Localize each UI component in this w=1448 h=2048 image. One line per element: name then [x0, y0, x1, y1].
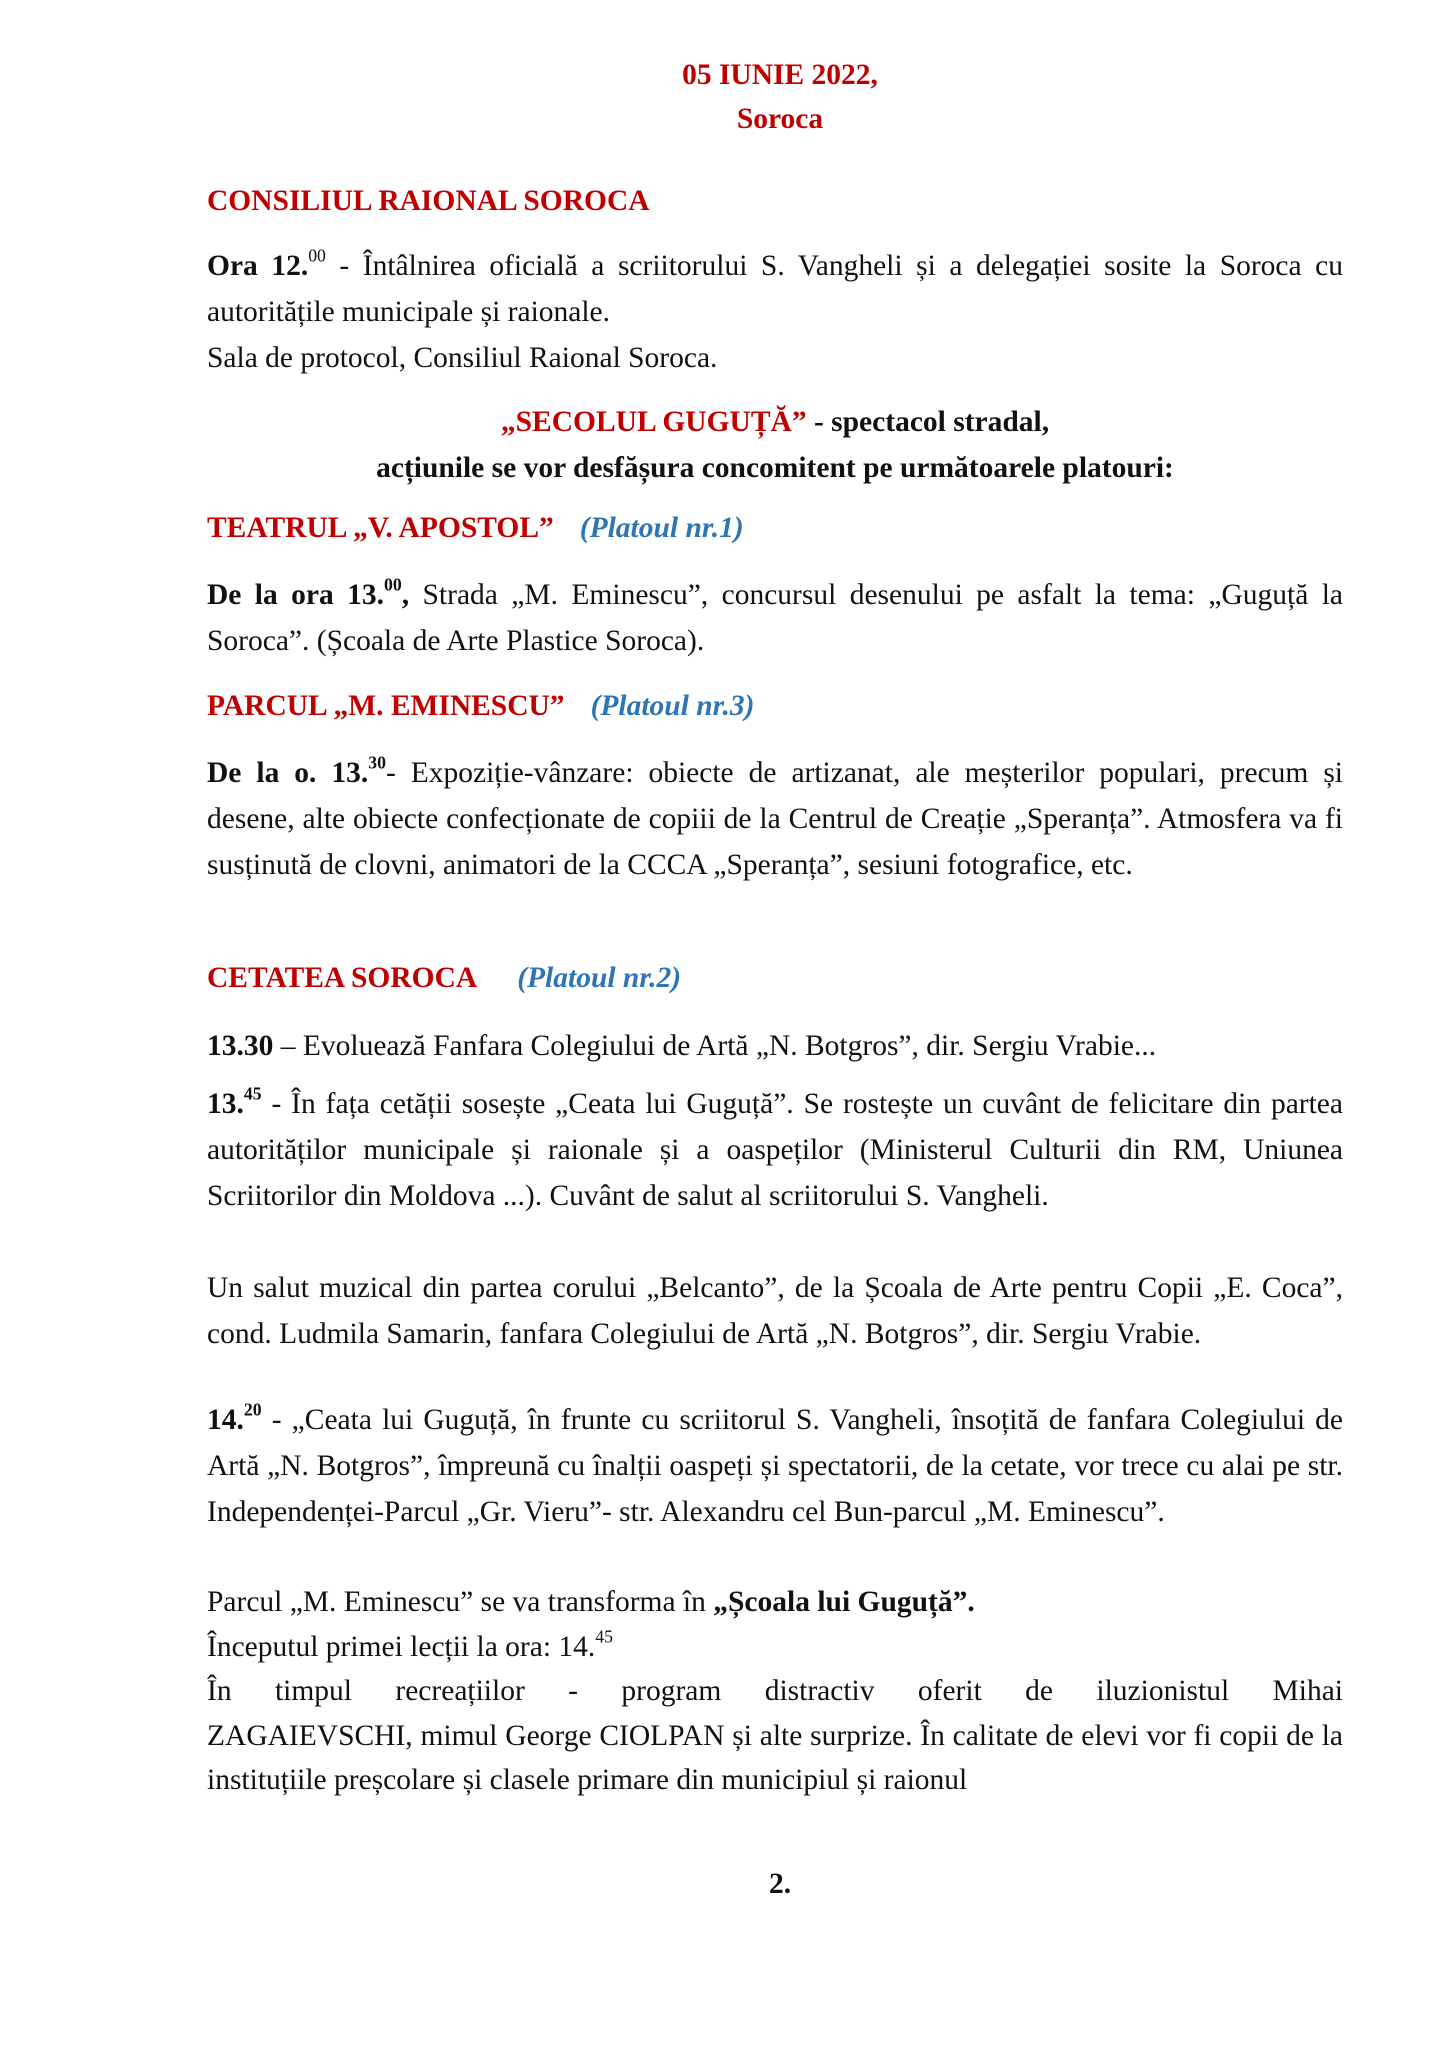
item-text: - În fața cetății sosește „Ceata lui Guguță”. Se rostește un cuvânt de felicitare din partea autorităților municipale și raionale și a oaspeților (Ministerul Culturii din RM, Uniunea Scriitorilor din Moldova ...). Cuvânt de salut al scriitorului S. Vangheli.	[207, 1088, 1343, 1212]
time-comma: ,	[401, 579, 410, 611]
section-title-cetate: CETATEA SOROCA	[207, 962, 478, 994]
platou-label-1: (Platoul nr.1)	[579, 512, 744, 544]
paragraph-text: Strada „M. Eminescu”, concursul desenului pe asfalt la tema: „Guguță la Soroca”. (Școala de Arte Plastice Soroca).	[207, 579, 1344, 657]
section-heading-cetate	[207, 955, 1343, 1001]
section-title-teatru: TEATRUL „V. APOSTOL”	[207, 512, 554, 544]
prima-lectie-superscript: 45	[595, 1626, 613, 1647]
header-city: Soroca	[736, 103, 824, 135]
scoala-title: „Școala lui Guguță”.	[713, 1586, 975, 1618]
time-superscript: 30	[368, 752, 386, 773]
recreatii-line-1: În timpul recreațiilor - program distractiv oferit de iluzionistul Mihai	[207, 1675, 1343, 1707]
item-1330	[207, 1023, 1343, 1069]
item-text: – Evoluează Fanfara Colegiului de Artă „N. Botgros”, dir. Sergiu Vrabie...	[273, 1030, 1157, 1062]
time-label: 14.	[207, 1404, 244, 1436]
prima-lectie-text: Începutul primei lecții la ora: 14.	[207, 1630, 596, 1663]
section-heading-parc	[207, 683, 1343, 729]
location-text: Sala de protocol, Consiliul Raional Soroca.	[207, 342, 718, 374]
spectacol-line-2: acțiunile se vor desfășura concomitent pe următoarele platouri:	[376, 452, 1174, 484]
scoala-paragraph	[207, 1580, 1343, 1803]
header-date: 05 IUNIE 2022,	[682, 59, 878, 91]
section-title-parc: PARCUL „M. EMINESCU”	[207, 690, 565, 722]
spectacol-subtitle: - spectacol stradal,	[806, 406, 1050, 438]
recreatii-rest: ZAGAIEVSCHI, mimul George CIOLPAN și alte surprize. În calitate de elevi vor fi copii de la instituțiile preșcolare și clasele primare din municipiul și raionul	[207, 1719, 1343, 1796]
time-label: De la ora 13.	[207, 579, 385, 611]
spectacol-heading	[207, 399, 1343, 491]
paragraph-text: - Întâlnirea oficială a scriitorului S. Vangheli și a delegației sosite la Soroca cu autoritățile municipale și raionale.	[207, 250, 1343, 328]
time-label: 13.	[207, 1088, 244, 1120]
time-superscript: 00	[308, 245, 326, 266]
platou-label-2: (Platoul nr.2)	[517, 962, 682, 994]
spectacol-title: „SECOLUL GUGUȚĂ”	[500, 406, 807, 438]
item-1345	[207, 1081, 1343, 1219]
parc-transform-text: Parcul „M. Eminescu” se va transforma în	[207, 1586, 714, 1618]
time-label: De la o. 13.	[207, 757, 369, 789]
salut-muzical-paragraph: Un salut muzical din partea corului „Belcanto”, de la Școala de Arte pentru Copii „E. Coca”, cond. Ludmila Samarin, fanfara Colegiului de Artă „N. Botgros”, dir. Sergiu Vrabie.	[207, 1272, 1343, 1350]
section-heading-teatru	[207, 505, 1343, 551]
time-superscript: 45	[243, 1083, 262, 1104]
paragraph-text: - Expoziție-vânzare: obiecte de artizanat, ale meșterilor populari, precum și desene, alte obiecte confecționate de copiii de la Centrul de Creație „Speranța”. Atmosfera va fi susținută de clovni, animatori de la CCCA „Speranța”, sesiuni fotografice, etc.	[207, 757, 1344, 881]
time-label: Ora 12.	[207, 250, 309, 282]
paragraph-teatru	[207, 572, 1343, 664]
platou-label-3: (Platoul nr.3)	[590, 690, 755, 722]
document-header	[207, 53, 1353, 141]
section-title-consiliu: CONSILIUL RAIONAL SOROCA	[207, 185, 650, 217]
page-number: 2.	[768, 1868, 792, 1900]
paragraph-parc	[207, 750, 1343, 888]
item-1420	[207, 1397, 1343, 1535]
time-superscript: 00	[384, 574, 402, 595]
paragraph-consiliu	[207, 243, 1343, 381]
item-text: - „Ceata lui Guguță, în frunte cu scriitorul S. Vangheli, însoțită de fanfara Colegiului de Artă „N. Botgros”, împreună cu înalții oaspeți și spectatorii, de la cetate, vor trece cu alai pe str. Independenței-Parcul „Gr. Vieru”- str. Alexandru cel Bun-parcul „M. Eminescu”.	[207, 1404, 1343, 1528]
time-label: 13.30	[207, 1030, 274, 1062]
time-superscript: 20	[243, 1399, 262, 1420]
